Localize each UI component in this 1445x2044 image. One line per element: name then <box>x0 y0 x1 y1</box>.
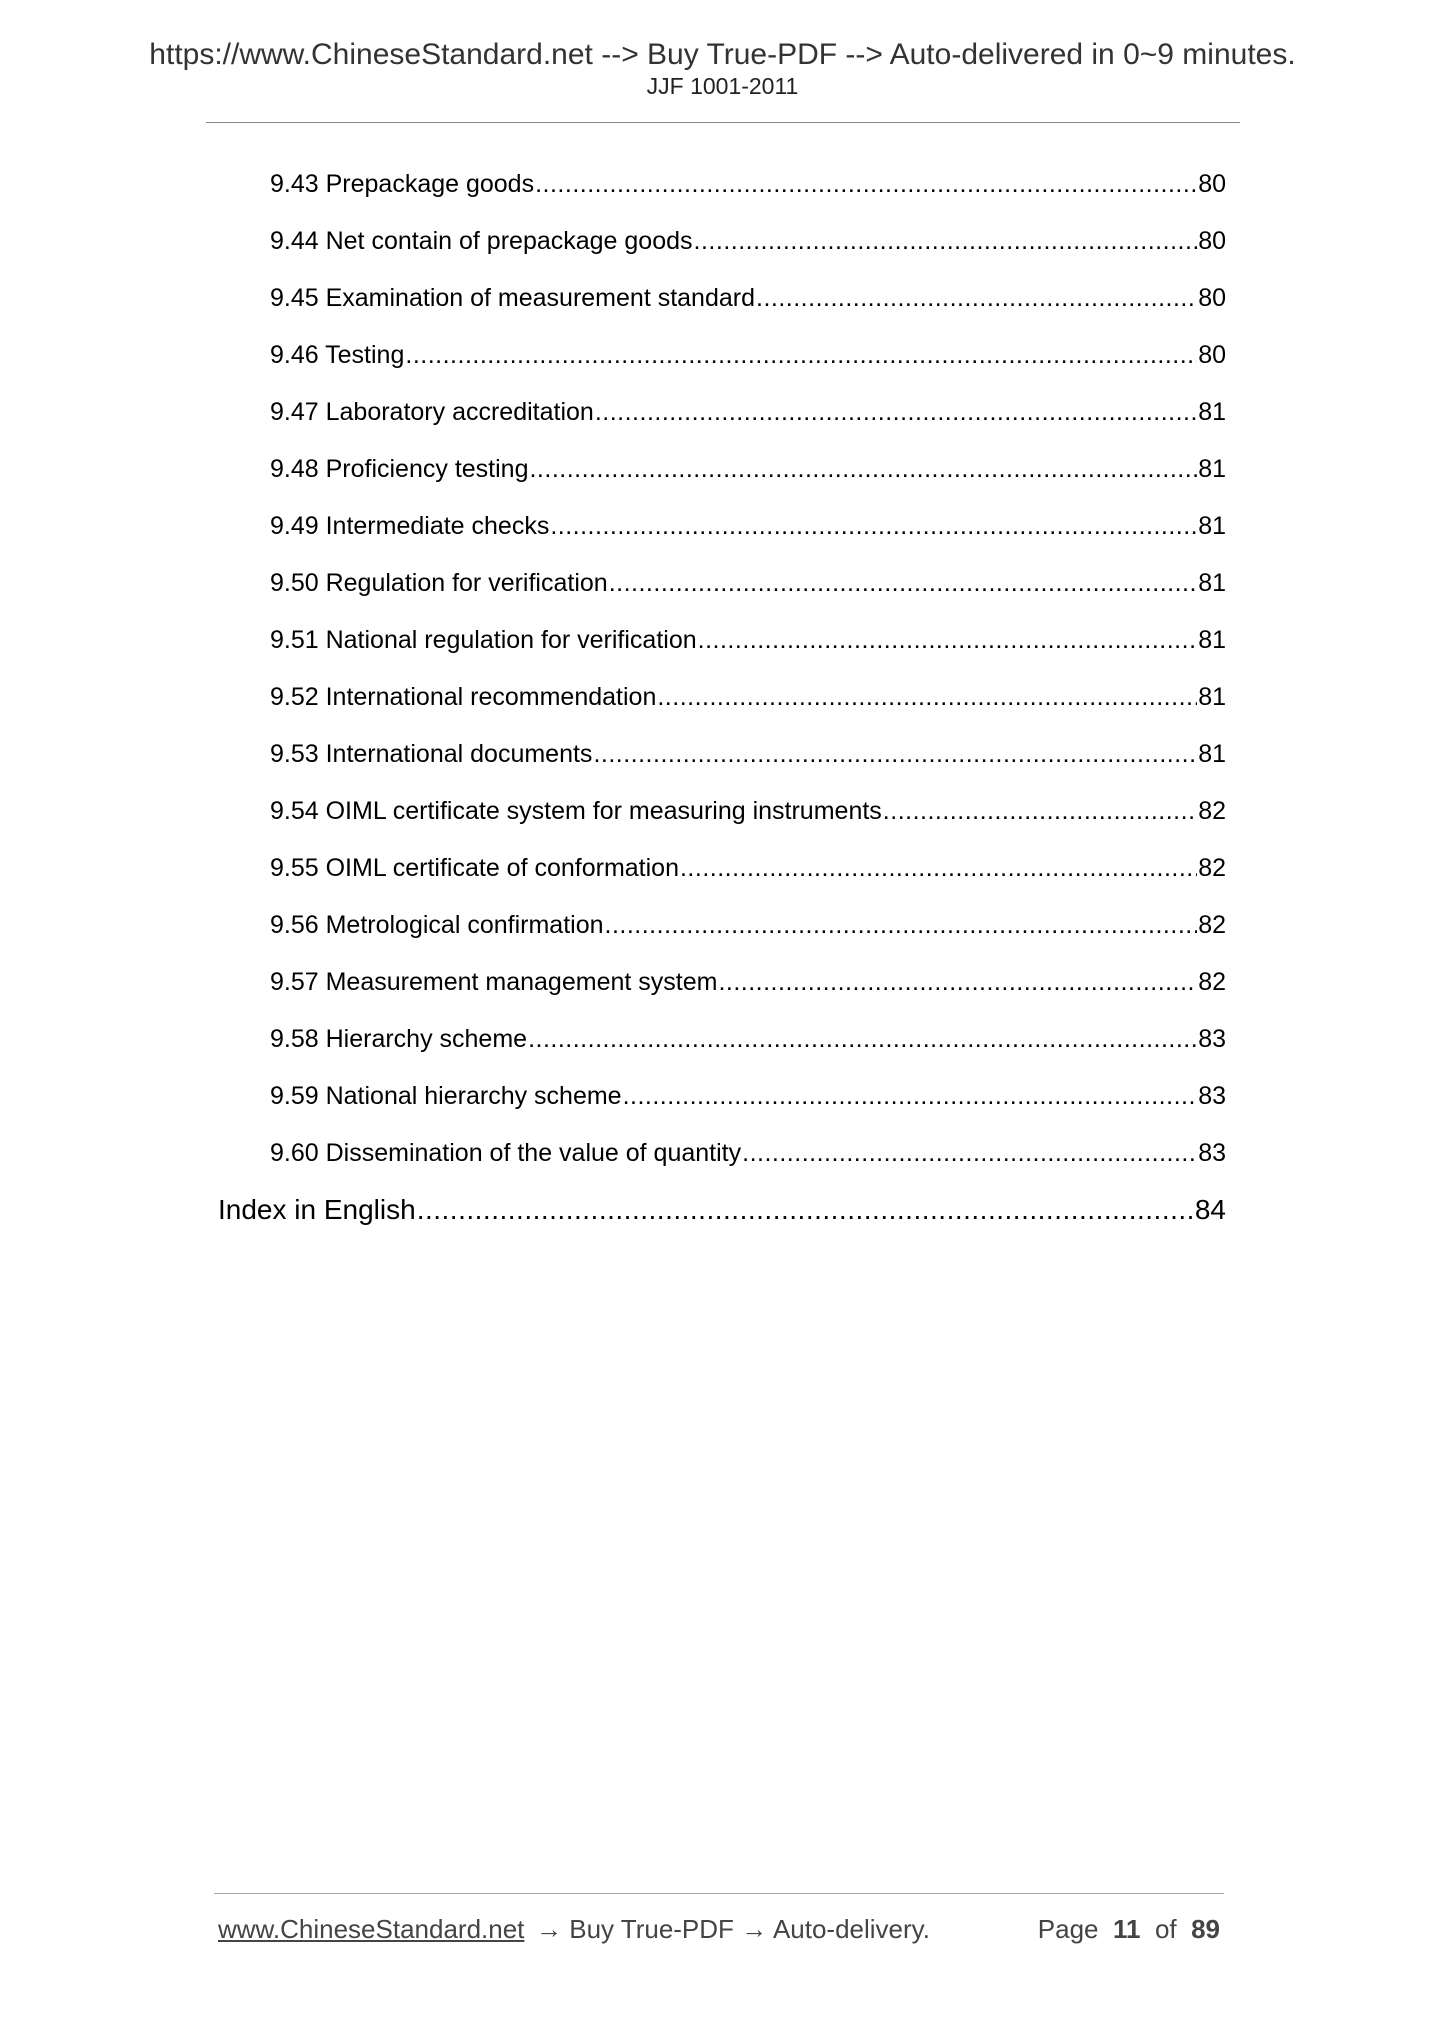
toc-entry[interactable] <box>270 799 1226 824</box>
footer-divider <box>214 1893 1224 1894</box>
toc-entry-page: 83 <box>1198 1139 1226 1167</box>
toc-entry[interactable] <box>270 571 1226 596</box>
toc-entry-label: 9.59 National hierarchy scheme <box>270 1082 622 1110</box>
header-divider <box>206 122 1240 123</box>
toc-entry-label: 9.50 Regulation for verification <box>270 569 608 597</box>
toc-entry-page: 82 <box>1198 797 1226 825</box>
toc-dot-leader <box>405 343 1197 368</box>
total-page-count: 89 <box>1191 1914 1220 1944</box>
toc-entry-label: 9.55 OIML certificate of conformation <box>270 854 679 882</box>
toc-entry-page: 81 <box>1198 569 1226 597</box>
toc-dot-leader <box>756 286 1197 311</box>
toc-entry[interactable] <box>270 742 1226 767</box>
toc-entry-label: 9.48 Proficiency testing <box>270 455 529 483</box>
page-footer <box>218 1916 1224 1948</box>
toc-dot-leader <box>609 571 1197 596</box>
toc-entry-label: 9.58 Hierarchy scheme <box>270 1025 528 1053</box>
toc-dot-leader <box>623 1084 1198 1109</box>
toc-entry[interactable] <box>270 628 1226 653</box>
toc-entry[interactable] <box>270 1141 1226 1166</box>
toc-dot-leader <box>883 799 1197 824</box>
toc-dot-leader <box>680 856 1197 881</box>
toc-entry-label: 9.60 Dissemination of the value of quantity <box>270 1139 742 1167</box>
toc-dot-leader <box>417 1196 1194 1224</box>
toc-entry-page: 81 <box>1198 626 1226 654</box>
toc-entry-label: 9.44 Net contain of prepackage goods <box>270 227 693 255</box>
toc-entry[interactable] <box>270 856 1226 881</box>
toc-dot-leader <box>698 628 1198 653</box>
toc-index-entry[interactable] <box>218 1196 1226 1224</box>
toc-entry-label: 9.49 Intermediate checks <box>270 512 550 540</box>
site-link[interactable]: www.ChineseStandard.net <box>218 1914 525 1944</box>
toc-entry-page: 81 <box>1198 455 1226 483</box>
toc-entry[interactable] <box>270 913 1226 938</box>
toc-entry-page: 84 <box>1194 1194 1226 1225</box>
toc-dot-leader <box>657 685 1197 710</box>
toc-entry[interactable] <box>270 1084 1226 1109</box>
toc-entry-page: 82 <box>1198 854 1226 882</box>
toc-entry-label: 9.45 Examination of measurement standard <box>270 284 755 312</box>
toc-entry-page: 81 <box>1198 683 1226 711</box>
toc-entry[interactable] <box>270 1027 1226 1052</box>
toc-entry-page: 80 <box>1198 341 1226 369</box>
toc-entry-label: 9.47 Laboratory accreditation <box>270 398 594 426</box>
toc-entry-label: 9.46 Testing <box>270 341 405 369</box>
current-page-number: 11 <box>1112 1914 1141 1944</box>
toc-entry-page: 81 <box>1198 398 1226 426</box>
toc-entry-label: 9.53 International documents <box>270 740 593 768</box>
toc-dot-leader <box>593 742 1197 767</box>
page-word: Page <box>1037 1914 1099 1944</box>
toc-entry-label: 9.56 Metrological confirmation <box>270 911 604 939</box>
toc-entry[interactable] <box>270 172 1226 197</box>
toc-entry-label: Index in English <box>218 1194 416 1225</box>
toc-entry-label: 9.43 Prepackage goods <box>270 170 535 198</box>
toc-entry-page: 80 <box>1198 284 1226 312</box>
toc-entry[interactable] <box>270 970 1226 995</box>
toc-entry-page: 80 <box>1198 170 1226 198</box>
toc-entry[interactable] <box>270 457 1226 482</box>
toc-entry-label: 9.51 National regulation for verification <box>270 626 697 654</box>
toc-dot-leader <box>742 1141 1197 1166</box>
page-counter <box>1038 1916 1220 1942</box>
toc-dot-leader <box>528 1027 1197 1052</box>
toc-entry-page: 80 <box>1198 227 1226 255</box>
toc-dot-leader <box>595 400 1197 425</box>
toc-entry-page: 81 <box>1198 740 1226 768</box>
toc-dot-leader <box>550 514 1197 539</box>
toc-entry-page: 82 <box>1198 911 1226 939</box>
document-code: JJF 1001-2011 <box>646 73 799 99</box>
toc-entry[interactable] <box>270 685 1226 710</box>
toc-entry[interactable] <box>270 343 1226 368</box>
toc-dot-leader <box>718 970 1197 995</box>
toc-entry-label: 9.52 International recommendation <box>270 683 657 711</box>
of-word: of <box>1154 1914 1177 1944</box>
toc-entry[interactable] <box>270 229 1226 254</box>
toc-entry[interactable] <box>270 286 1226 311</box>
toc-entry-label: 9.54 OIML certificate system for measuring instruments <box>270 797 882 825</box>
footer-tagline: → Buy True-PDF → Auto-delivery. <box>536 1914 930 1944</box>
toc-dot-leader <box>605 913 1198 938</box>
source-banner: https://www.ChineseStandard.net --> Buy True-PDF --> Auto-delivered in 0~9 minutes. <box>149 38 1296 71</box>
toc-entry[interactable] <box>270 400 1226 425</box>
toc-entry-label: 9.57 Measurement management system <box>270 968 718 996</box>
toc-entry-page: 81 <box>1198 512 1226 540</box>
toc-dot-leader <box>529 457 1197 482</box>
toc-dot-leader <box>694 229 1198 254</box>
toc-entry-page: 82 <box>1198 968 1226 996</box>
toc-dot-leader <box>535 172 1197 197</box>
toc-entry-page: 83 <box>1198 1025 1226 1053</box>
toc-entry-page: 83 <box>1198 1082 1226 1110</box>
toc-entry[interactable] <box>270 514 1226 539</box>
